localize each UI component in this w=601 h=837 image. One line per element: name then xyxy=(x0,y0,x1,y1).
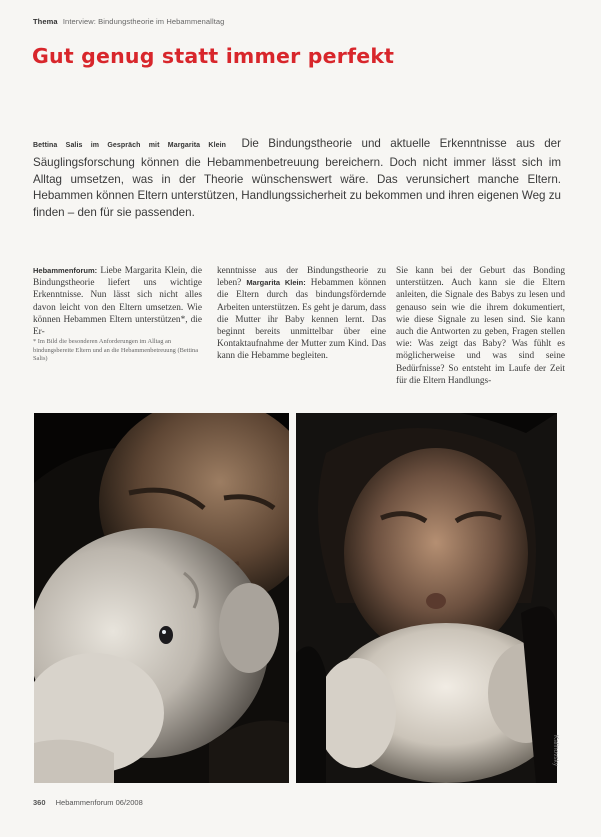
speaker-label: Margarita Klein: xyxy=(246,278,306,288)
section-label: Thema xyxy=(33,17,58,26)
article-headline: Gut genug statt immer perfekt xyxy=(32,44,395,68)
photo-credit: Kalinovsky xyxy=(552,735,559,767)
page-number: 360 xyxy=(33,798,46,807)
journal-name: Hebammenforum 06/2008 xyxy=(55,798,143,807)
page-footer xyxy=(33,798,143,807)
article-byline: Bettina Salis im Gespräch mit Margarita Klein xyxy=(33,142,227,149)
body-column-1 xyxy=(33,265,202,338)
footnote: * Im Bild die besonderen Anforderungen im Alltag an bindungsbereite Eltern und an die Hebammenbetreuung (Bettina Salis) xyxy=(33,338,199,363)
speaker-label: Hebammenforum: xyxy=(33,266,98,275)
photo-illustration xyxy=(34,413,289,783)
lead-text: Die Bindungstheorie und aktuelle Erkenntnisse aus der Säuglingsforschung können die Hebammenbetreuung bereichern. Doch nicht immer lässt sich im Alltag umsetzen, was in der Theorie wünschenswert wäre. Das verunsichert manche Eltern. Hebammen können Eltern unterstützen, Handlungssicherheit zu bekommen und ihren eigenen Weg zu finden – den für sie passenden. xyxy=(33,137,561,220)
section-header xyxy=(33,17,224,26)
body-column-2 xyxy=(217,265,386,363)
article-lead xyxy=(33,136,561,222)
body-text: Sie kann bei der Geburt das Bonding unterstützen. Auch kann sie die Eltern anleiten, die Signale des Babys zu lesen und genauso sein wie die ihrem dokumentiert, wie diese Signale zu lesen sind. Sie kann auch die Antworten zu geben, Fragen stellen wie: Was zeigt das Baby? Was fühlt es möglicherweise und was sind seine Bedürfnisse? So entsteht im Laufe der Zeit für die Eltern Handlungs- xyxy=(396,266,565,386)
body-column-3 xyxy=(396,265,565,387)
mother-with-baby-hands-photo xyxy=(296,413,557,783)
body-text: kenntnisse aus der Bindungstheorie zu leben? xyxy=(217,266,386,289)
body-text: Hebammen können die Eltern durch das bindungsfördernde Arbeiten unterstützen. Es geht je darum, dass die Mutter ihr Baby kennen lernt. Das beginnt bereits unmittelbar über eine Kontaktaufnahme der Mutter zum Kind. Das kann die Hebamme begleiten. xyxy=(217,278,387,362)
body-text: Liebe Margarita Klein, die Bindungstheorie liefert uns wichtige Erkenntnisse. Nun lässt sich nicht alles davon leicht von den Eltern umsetzen. Wie können Hebammen Eltern unterstützen*, die Er- xyxy=(33,266,202,338)
mother-kissing-baby-photo xyxy=(34,413,289,783)
section-subtitle: Interview: Bindungstheorie im Hebammenalltag xyxy=(62,17,225,26)
photo-illustration xyxy=(296,413,557,783)
